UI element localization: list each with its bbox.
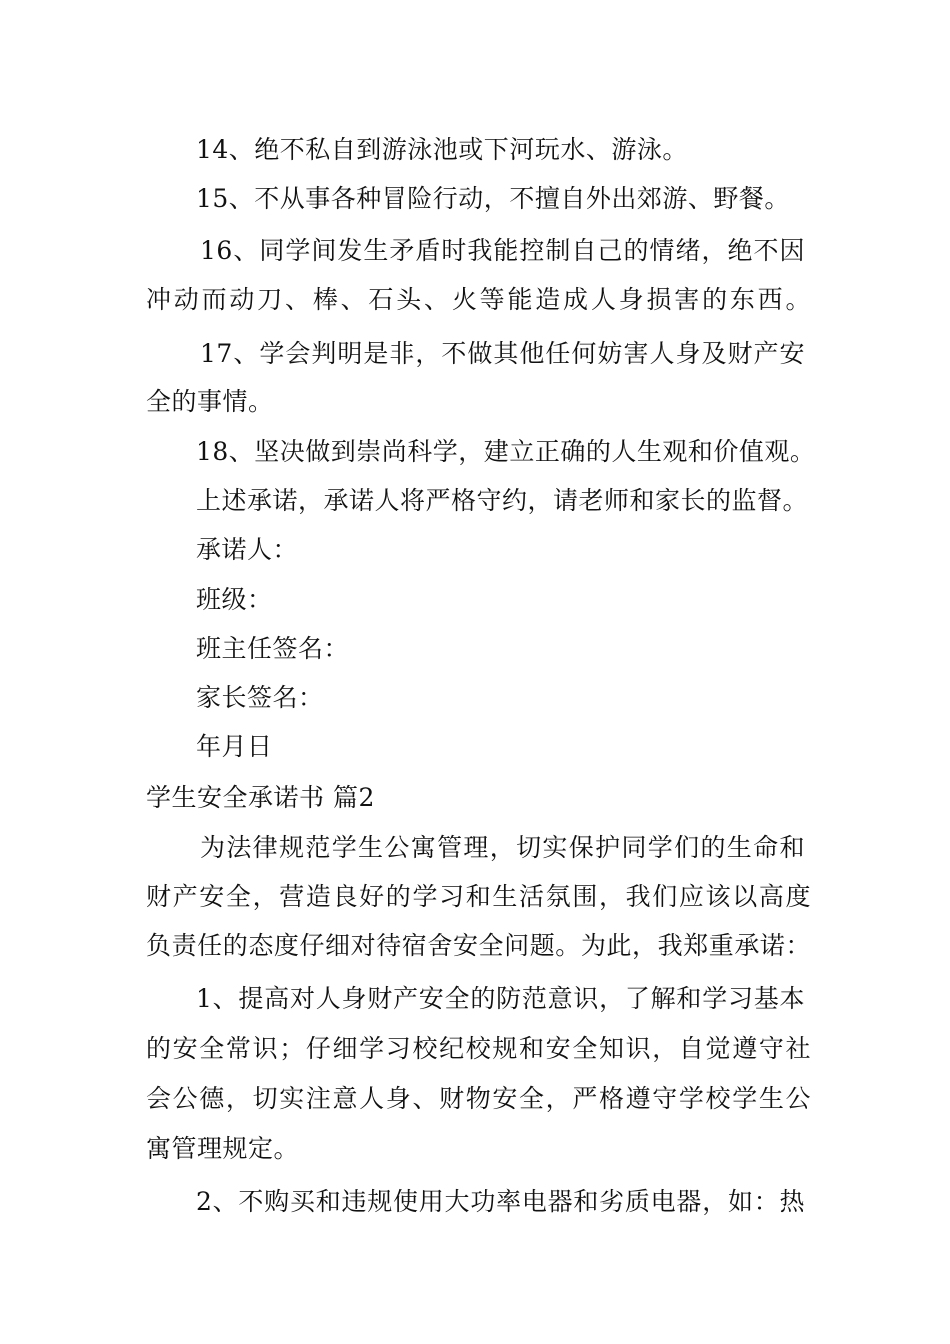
paragraph-line: 财产安全，营造良好的学习和生活氛围，我们应该以高度 bbox=[146, 882, 811, 911]
paragraph-line: 1、提高对人身财产安全的防范意识，了解和学习基本 bbox=[196, 984, 805, 1013]
section-heading: 学生安全承诺书 篇2 bbox=[146, 783, 375, 812]
paragraph-line: 2、不购买和违规使用大功率电器和劣质电器，如：热 bbox=[196, 1187, 805, 1216]
paragraph-line: 上述承诺，承诺人将严格守约，请老师和家长的监督。 bbox=[196, 486, 809, 515]
paragraph-line: 14、绝不私自到游泳池或下河玩水、游泳。 bbox=[196, 135, 688, 164]
paragraph-line: 寓管理规定。 bbox=[146, 1134, 300, 1163]
paragraph-line: 全的事情。 bbox=[146, 387, 274, 416]
paragraph-line: 18、坚决做到崇尚科学，建立正确的人生观和价值观。 bbox=[196, 437, 816, 466]
paragraph-line: 冲动而动刀、棒、石头、火等能造成人身损害的东西。 bbox=[146, 285, 811, 314]
signature-field-class: 班级： bbox=[196, 585, 273, 614]
paragraph-line: 负责任的态度仔细对待宿舍安全问题。为此，我郑重承诺： bbox=[146, 931, 811, 960]
paragraph-line: 17、学会判明是非，不做其他任何妨害人身及财产安 bbox=[200, 339, 805, 368]
signature-field-teacher: 班主任签名： bbox=[196, 634, 350, 663]
signature-field-parent: 家长签名： bbox=[196, 683, 324, 712]
paragraph-line: 15、不从事各种冒险行动，不擅自外出郊游、野餐。 bbox=[196, 184, 790, 213]
paragraph-line: 为法律规范学生公寓管理，切实保护同学们的生命和 bbox=[200, 833, 805, 862]
paragraph-line: 16、同学间发生矛盾时我能控制自己的情绪，绝不因 bbox=[200, 236, 805, 265]
date-field: 年月日 bbox=[196, 732, 273, 761]
signature-field-promisor: 承诺人： bbox=[196, 535, 299, 564]
paragraph-line: 的安全常识；仔细学习校纪校规和安全知识，自觉遵守社 bbox=[146, 1034, 811, 1063]
paragraph-line: 会公德，切实注意人身、财物安全，严格遵守学校学生公 bbox=[146, 1084, 811, 1113]
